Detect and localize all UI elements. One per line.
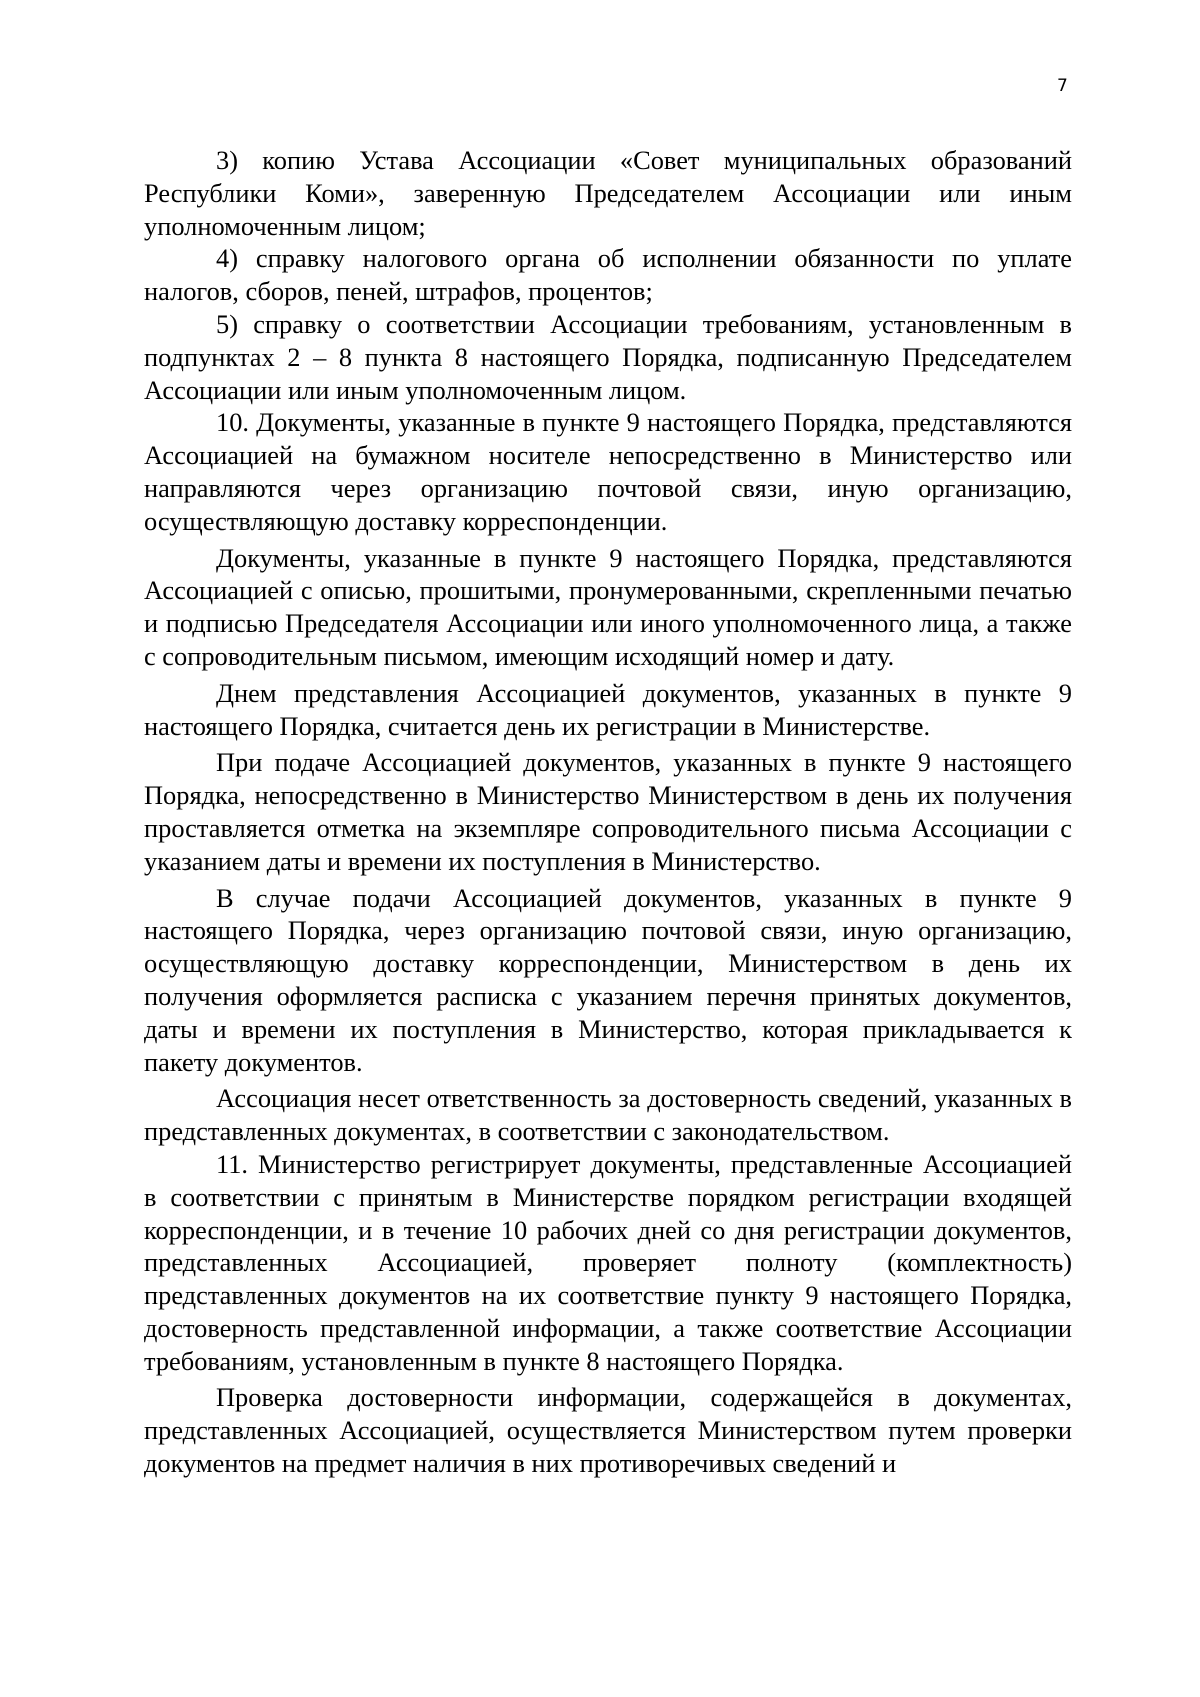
paragraph: Днем представления Ассоциацией документов, указанных в пункте 9 настоящего Порядка, считается день их регистрации в Министерстве.	[144, 677, 1072, 741]
paragraph: 4) справку налогового органа об исполнении обязанности по уплате налогов, сборов, пеней, штрафов, процентов;	[144, 243, 1072, 307]
paragraph: При подаче Ассоциацией документов, указанных в пункте 9 настоящего Порядка, непосредственно в Министерство Министерством в день их получения проставляется отметка на экземпляре сопроводительного письма Ассоциации с указанием даты и времени их поступления в Министерство.	[144, 747, 1072, 876]
paragraph: В случае подачи Ассоциацией документов, указанных в пункте 9 настоящего Порядка, через организацию почтовой связи, иную организацию, осуществляющую доставку корреспонденции, Министерством в день их получения оформляется расписка с указанием перечня принятых документов, даты и времени их поступления в Министерство, которая прикладывается к пакету документов.	[144, 882, 1072, 1077]
document-body	[144, 144, 1072, 1480]
page-number: 7	[1057, 76, 1068, 96]
paragraph: Документы, указанные в пункте 9 настоящего Порядка, представляются Ассоциацией с описью, прошитыми, пронумерованными, скрепленными печатью и подписью Председателя Ассоциации или иного уполномоченного лица, а также с сопроводительным письмом, имеющим исходящий номер и дату.	[144, 542, 1072, 671]
paragraph: Проверка достоверности информации, содержащейся в документах, представленных Ассоциацией, осуществляется Министерством путем проверки документов на предмет наличия в них противоречивых сведений и	[144, 1382, 1072, 1479]
paragraph: 5) справку о соответствии Ассоциации требованиям, установленным в подпунктах 2 – 8 пункта 8 настоящего Порядка, подписанную Председателем Ассоциации или иным уполномоченным лицом.	[144, 308, 1072, 405]
paragraph: Ассоциация несет ответственность за достоверность сведений, указанных в представленных документах, в соответствии с законодательством.	[144, 1083, 1072, 1147]
paragraph: 3) копию Устава Ассоциации «Совет муниципальных образований Республики Коми», заверенную Председателем Ассоциации или иным уполномоченным лицом;	[144, 145, 1072, 241]
paragraph: 10. Документы, указанные в пункте 9 настоящего Порядка, представляются Ассоциацией на бумажном носителе непосредственно в Министерство или направляются через организацию почтовой связи, иную организацию, осуществляющую доставку корреспонденции.	[144, 407, 1072, 536]
paragraph: 11. Министерство регистрирует документы, представленные Ассоциацией в соответствии с принятым в Министерстве порядком регистрации входящей корреспонденции, и в течение 10 рабочих дней со дня регистрации документов, представленных Ассоциацией, проверяет полноту (комплектность) представленных документов на их соответствие пункту 9 настоящего Порядка, достоверность представленной информации, а также соответствие Ассоциации требованиям, установленным в пункте 8 настоящего Порядка.	[144, 1148, 1072, 1376]
